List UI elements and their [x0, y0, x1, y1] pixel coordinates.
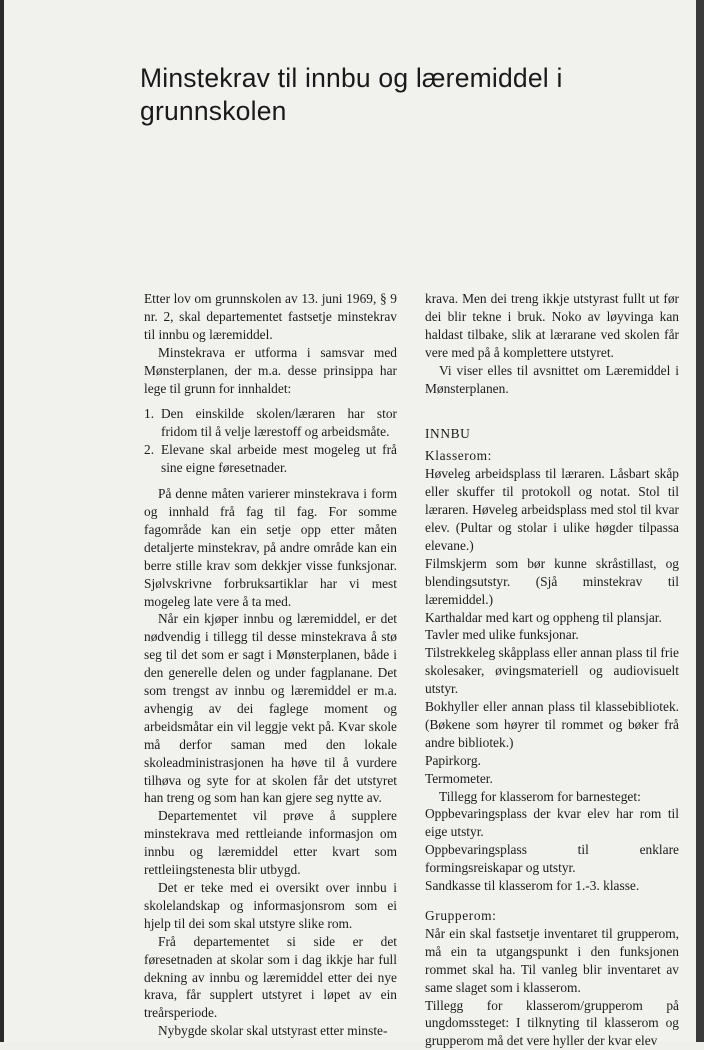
- subsection-heading: Grupperom:: [425, 908, 497, 923]
- page-title: Minstekrav til innbu og læremiddel i grunnskolen: [140, 63, 563, 126]
- subsection-heading: Klasserom:: [425, 448, 492, 464]
- list-item: Tavler med ulike funksjonar.: [425, 627, 579, 643]
- paragraph: Når ein kjøper innbu og læremiddel, er det nødvendig i tillegg til desse minstekrava å stø seg til det som er sagt i Mønsterplanen, både i den generelle delen og under fagplanane. Det som trengst av innbu og læremiddel er m.a. avhengig av dei faglege moment og arbeidsmåtar ein vil leggje vekt på. Kvar skole må derfor saman med den lokale skoleadministrasjonen ha høve til å vurdere tilhøva og syte for at skolen får det utstyret han treng og som han kan gjere seg nytte av.: [144, 611, 397, 806]
- paragraph: Når ein skal fastsetje inventaret til grupperom, må ein ta utgangspunkt i den funksjonen rommet skal ha. Til vanleg blir inventaret av same slaget som i klasserom.: [425, 925, 679, 995]
- paragraph: På denne måten varierer minstekrava i form og innhald frå fag til fag. For somme fagområde kan ein setje opp etter måten detaljerte minstekrav, på andre område kan ein berre stille krav som dekkjer visse funksjonar. Sjølvskrivne forbruksartiklar har vi mest mogeleg late vere å ta med.: [144, 486, 397, 609]
- list-item: Bokhyller eller annan plass til klassebibliotek. (Bøkene som høyrer til rommet og bøker frå andre bibliotek.): [425, 699, 679, 750]
- list-item: Oppbevaringsplass der kvar elev har rom til eige utstyr.: [425, 806, 679, 840]
- intro-paragraph: Etter lov om grunnskolen av 13. juni 1969, § 9 nr. 2, skal departementet fastsetje minstekrav til innbu og læremiddel.: [144, 291, 397, 342]
- supplement-heading: Tillegg for klasserom for barnesteget:: [439, 788, 641, 804]
- list-item: Karthaldar med kart og oppheng til plansjar.: [425, 609, 662, 625]
- paragraph: Tillegg for klasserom/grupperom på ungdomssteget: I tilknyting til klasserom og grupperom må det vere hyller der kvar elev: [425, 997, 679, 1049]
- page-edge-right: [696, 0, 704, 1042]
- list-number: 1.: [144, 406, 155, 422]
- list-item: Termometer.: [425, 770, 493, 786]
- paragraph: Vi viser elles til avsnittet om Læremiddel i Mønsterplanen.: [425, 362, 679, 396]
- list-item: Oppbevaringsplass til enklare formingsreiskapar og utstyr.: [425, 842, 679, 876]
- list-item: Tilstrekkeleg skåpplass eller annan plass til frie skolesaker, øvingsmateriell og audiovisuelt utstyr.: [425, 645, 679, 697]
- list-item: [144, 441, 397, 477]
- paragraph: Departementet vil prøve å supplere minstekrava med rettleiande informasjon om innbu og læremiddel etter kvart som rettleiingstenesta blir utbygd.: [144, 808, 397, 878]
- list-text: Elevane skal arbeide mest mogeleg ut frå sine eigne føresetnader.: [161, 442, 397, 476]
- list-number: 2.: [144, 442, 155, 458]
- paragraph: Nybygde skolar skal utstyrast etter minste-: [158, 1023, 388, 1039]
- list-item: Filmskjerm som bør kunne skråstillast, og blendingsutstyr. (Sjå minstekrav til læremiddel.): [425, 555, 679, 607]
- principles-list: [144, 405, 397, 477]
- list-text: Den einskilde skolen/læraren har stor fridom til å velje lærestoff og arbeidsmåte.: [161, 406, 397, 440]
- left-column: [144, 290, 397, 1040]
- page-edge-left: [0, 0, 4, 1042]
- paragraph: krava. Men dei treng ikkje utstyrast fullt ut før dei blir tekne i bruk. Noko av løyvinga kan haldast tilbake, slik at lærarane ved skolen får vere med på å komplettere utstyret.: [425, 291, 679, 360]
- section-heading: INNBU: [425, 426, 471, 442]
- list-item: Papirkorg.: [425, 752, 481, 768]
- right-column: [425, 290, 679, 1050]
- list-item: Sandkasse til klasserom for 1.-3. klasse.: [425, 878, 640, 894]
- paragraph: Det er teke med ei oversikt over innbu i skolelandskap og informasjonsrom som ei hjelp til dei som skal utstyre slike rom.: [144, 880, 397, 931]
- list-item: Høveleg arbeidsplass til læraren. Låsbart skåp eller skuffer til protokoll og notat. Stol til læraren. Høveleg arbeidsplass med stol til kvar elev. (Pultar og stolar i ulike høgder tilpassa elevane.): [425, 466, 679, 553]
- paragraph: Frå departementet si side er det føresetnaden at skolar som i dag ikkje har full dekning av innbu og læremiddel etter dei nye krava, får supplert utstyret i løpet av ein treårsperiode.: [144, 933, 397, 1021]
- paragraph: Minstekrava er utforma i samsvar med Mønsterplanen, der m.a. desse prinsippa har lege til grunn for innhaldet:: [144, 344, 397, 396]
- list-item: [144, 405, 397, 441]
